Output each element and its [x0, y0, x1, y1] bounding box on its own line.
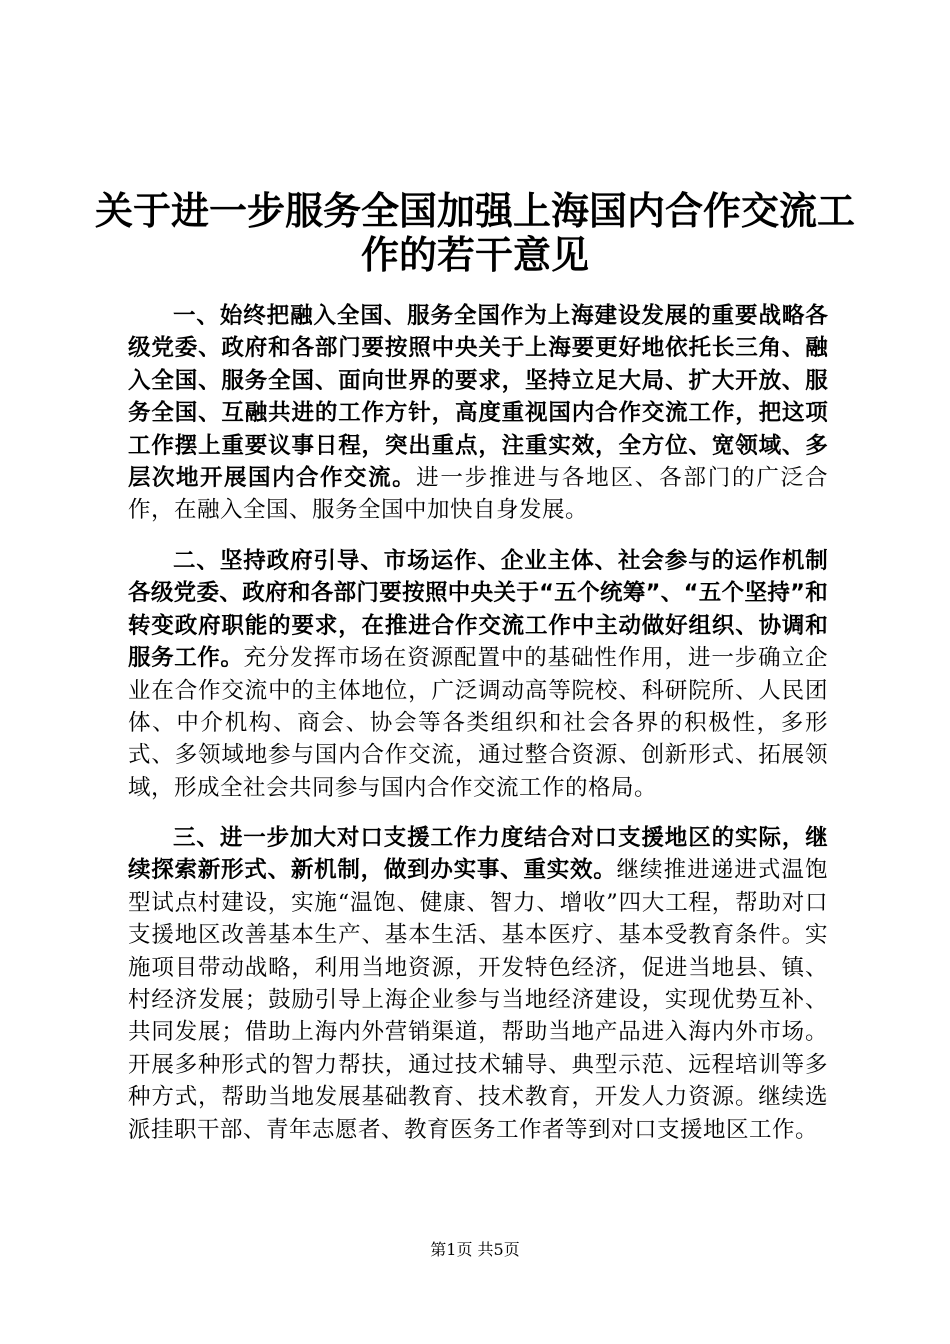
paragraph-3: [128, 822, 828, 1146]
paragraph-1-heading: 一、始终把融入全国、服务全国作为上海建设发展的重要战略各级党委、政府和各部门要按照中央关于上海要更好地依托长三角、融入全国、服务全国、面向世界的要求，坚持立足大局、扩大开放、服务全国、互融共进的工作方针，高度重视国内合作交流工作，把这项工作摆上重要议事日程，突出重点，注重实效，全方位、宽领域、多层次地开展国内合作交流。: [128, 303, 828, 492]
document-title-line-2: 作的若干意见: [360, 233, 589, 277]
paragraph-1-body: 进一步推进与各地区、各部门的广泛合作，在融入全国、服务全国中加快自身发展。: [128, 465, 828, 524]
page-footer: 第1页 共5页: [430, 1240, 520, 1259]
document-title-line-1: 关于进一步服务全国加强上海国内合作交流工: [94, 189, 855, 233]
paragraph-1: [128, 300, 828, 527]
paragraph-2-body: 充分发挥市场在资源配置中的基础性作用，进一步确立企业在合作交流中的主体地位，广泛调动高等院校、科研院所、人民团体、中介机构、商会、协会等各类组织和社会各界的积极性，多形式、多领域地参与国内合作交流，通过整合资源、创新形式、拓展领域，形成全社会共同参与国内合作交流工作的格局。: [128, 645, 828, 801]
paragraph-3-heading: 三、进一步加大对口支援工作力度结合对口支援地区的实际，继续探索新形式、新机制，做到办实事、重实效。: [128, 825, 828, 884]
paragraph-2: [128, 545, 828, 804]
paragraph-2-heading: 二、坚持政府引导、市场运作、企业主体、社会参与的运作机制各级党委、政府和各部门要按照中央关于“五个统筹”、“五个坚持”和转变政府职能的要求，在推进合作交流工作中主动做好组织、协调和服务工作。: [128, 548, 828, 672]
paragraph-3-body: 继续推进递进式温饱型试点村建设，实施“温饱、健康、智力、增收”四大工程，帮助对口支援地区改善基本生产、基本生活、基本医疗、基本受教育条件。实施项目带动战略，利用当地资源，开发特色经济，促进当地县、镇、村经济发展；鼓励引导上海企业参与当地经济建设，实现优势互补、共同发展；借助上海内外营销渠道，帮助当地产品进入海内外市场。开展多种形式的智力帮扶，通过技术辅导、典型示范、远程培训等多种方式，帮助当地发展基础教育、技术教育，开发人力资源。继续选派挂职干部、青年志愿者、教育医务工作者等到对口支援地区工作。: [128, 857, 828, 1143]
